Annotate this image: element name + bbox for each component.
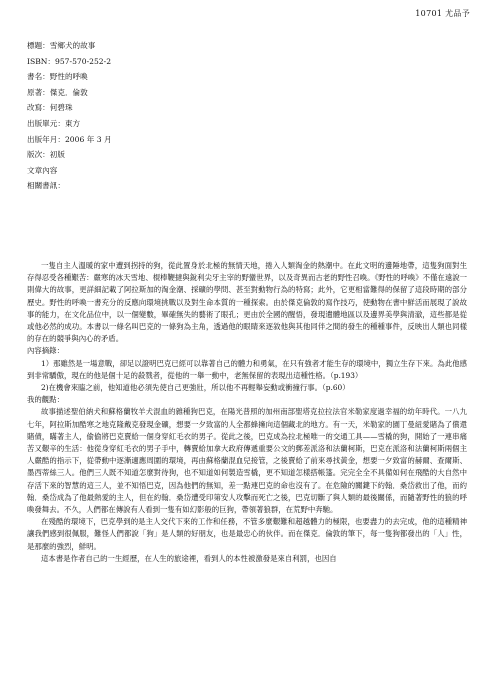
meta-content-heading: 文章內容 — [27, 165, 58, 175]
book-metadata — [27, 38, 467, 194]
meta-isbn: ISBN：957-570-252-2 — [27, 56, 112, 66]
excerpt-2: 2)在機會來臨之前，他知道他必須先使自己更強壯，所以他不再輕舉妄動或衝撞行事。（p.60） — [41, 383, 350, 393]
meta-publisher: 出版單元：東方 — [27, 118, 81, 128]
page-header-code: 10701 尤品予 — [415, 9, 470, 18]
meta-book-name: 書名：野性的呼喚 — [27, 72, 88, 82]
meta-title: 標題：雪鄉犬的故事 — [27, 41, 96, 50]
summary-paragraph: 一隻自主人溫暖的家中遭到拐持的狗，從此置身於北極的無情天地，捲入人類淘金的熱潮中。在此文明的邊陲地帶，這隻狗面對生存得忍受各種艱苦：嚴寒的冰天雪地、棍棒鞭撻與銳利尖牙主宰的野蠻世界，以及奇異而古老的野性召喚。《野性的呼喚》不僅在遠說一則偉大的故事，更詳細記載了阿拉斯加的淘金潮、採礦的學問、甚至對動物行為的特寫；此外，它更相當難得的保留了這段時期的部分歷史。野性的呼喚一書充分的反應向環境挑戰以及對生命本質的一種探索。由於傑克倫敦的寫作技巧，使動物在書中鮮活而展現了說故事的能力，在文化品位中，以一個變數，畢確無失的藝術了眼孔；更由於全國的醒悟，發現遺體地區以及邊界美學與清澈，這些都是從或他必然的成功。本書以一條名叫巴克的一條狗為主角，透過他的眼睛來逐敘他與其他同伴之間的發生的種種事件，反映出人類也同樣的存在的競爭與內心的矛盾。 — [27, 261, 467, 344]
meta-edition: 版次：初版 — [27, 150, 65, 160]
meta-publish-date: 出版年月：2006 年 3 月 — [27, 134, 112, 144]
opinion-paragraph-3: 這本書是作者自己的一生經歷，在人生的旅途裡，看到人的本性被激發是來自利罰，也因自 — [41, 553, 337, 563]
opinion-paragraph-2: 在殘酷的環境下，巴克學到的是主人交代下來的工作和任務，不管多麼艱難和超越體力的極限，也要盡力的去完成，他的這種精神讓我們感到很佩服，難怪人們都說「狗」是人類的好朋友，也是最忠心的伙伴。而在傑克．倫敦的筆下，每一隻狗都發出的「人」性，是那麼的強烈，鮮明。 — [27, 517, 467, 551]
excerpt-label: 內容摘錄： — [27, 346, 64, 356]
meta-adapter: 改寫：何碧珠 — [27, 103, 73, 113]
meta-related-info-heading: 相關書訊： — [27, 181, 65, 191]
opinion-paragraph-1: 故事描述聖伯納犬和蘇格蘭牧羊犬混血的雜種狗巴克，在陽光普照的加州南部聖塔克拉拉法官米勒家度過幸福的幼年時代。一八九七年，阿拉斯加酷寒之地克隆戴克發現金礦，想要一夕致富的人全都蜂擁向這個藏北的地方。有一天，米勒家的園丁曼紐愛賭為了償還賭債，瞞著主人，偷偷將巴克賣給一個身穿紅毛衣的男子。從此之後，巴克成為拉北極唯一的交通工具——雪橇的狗，開始了一連串痛苦又艱辛的生活：他從身穿紅毛衣的男子手中，轉賣給加拿大政府傳遞重要公文的郵差派洛和法蘭柯斯，巴克在派洛和法蘭柯斯兩個主人嚴酷的指示下，從帶動中逐漸適應周圍的環境，再由蘇格蘭混血兒接管，之後賣給了前來尋找黃金，想要一夕致富的赫爾、查爾斯、墨西蒂絲三人。他們三人既不知道怎麼對待狗，也不知道如何製造雪橇，更不知道怎樣搭帳篷。完完全全不具備如何在飛酷的大自然中存活下來的智慧的這三人，並不知悟巴克，因為他們的無知，差一點連巴克的命也沒有了。在危險的關鍵下約翰．桑岱救出了他，而約翰．桑岱成為了他最熱愛的主人，但在約翰．桑岱遭受印第安人攻擊而死亡之後，巴克切斷了與人類的最後關係，而隨著野性的狼的呼喚發舞去。不久，人們都在傳說有人看到一隻有如幻影般的巨狗，帶領著狼群，在荒野中奔馳。 — [27, 407, 467, 515]
opinion-label: 我的觀點： — [27, 395, 64, 405]
meta-original-author: 原著：傑克．倫敦 — [27, 87, 88, 97]
document-body — [27, 260, 467, 565]
excerpt-1: 1）那雖然是一場意戰，卻足以證明巴克已經可以靠著自己的體力和勇氣，在只有強者才能生存的環境中，獨立生存下來。為此他感到非常驕傲，現在的他是個十足的殺戮者，從他的一舉一動中，老無保留的表現出這種性格。（p.193） — [27, 358, 467, 380]
